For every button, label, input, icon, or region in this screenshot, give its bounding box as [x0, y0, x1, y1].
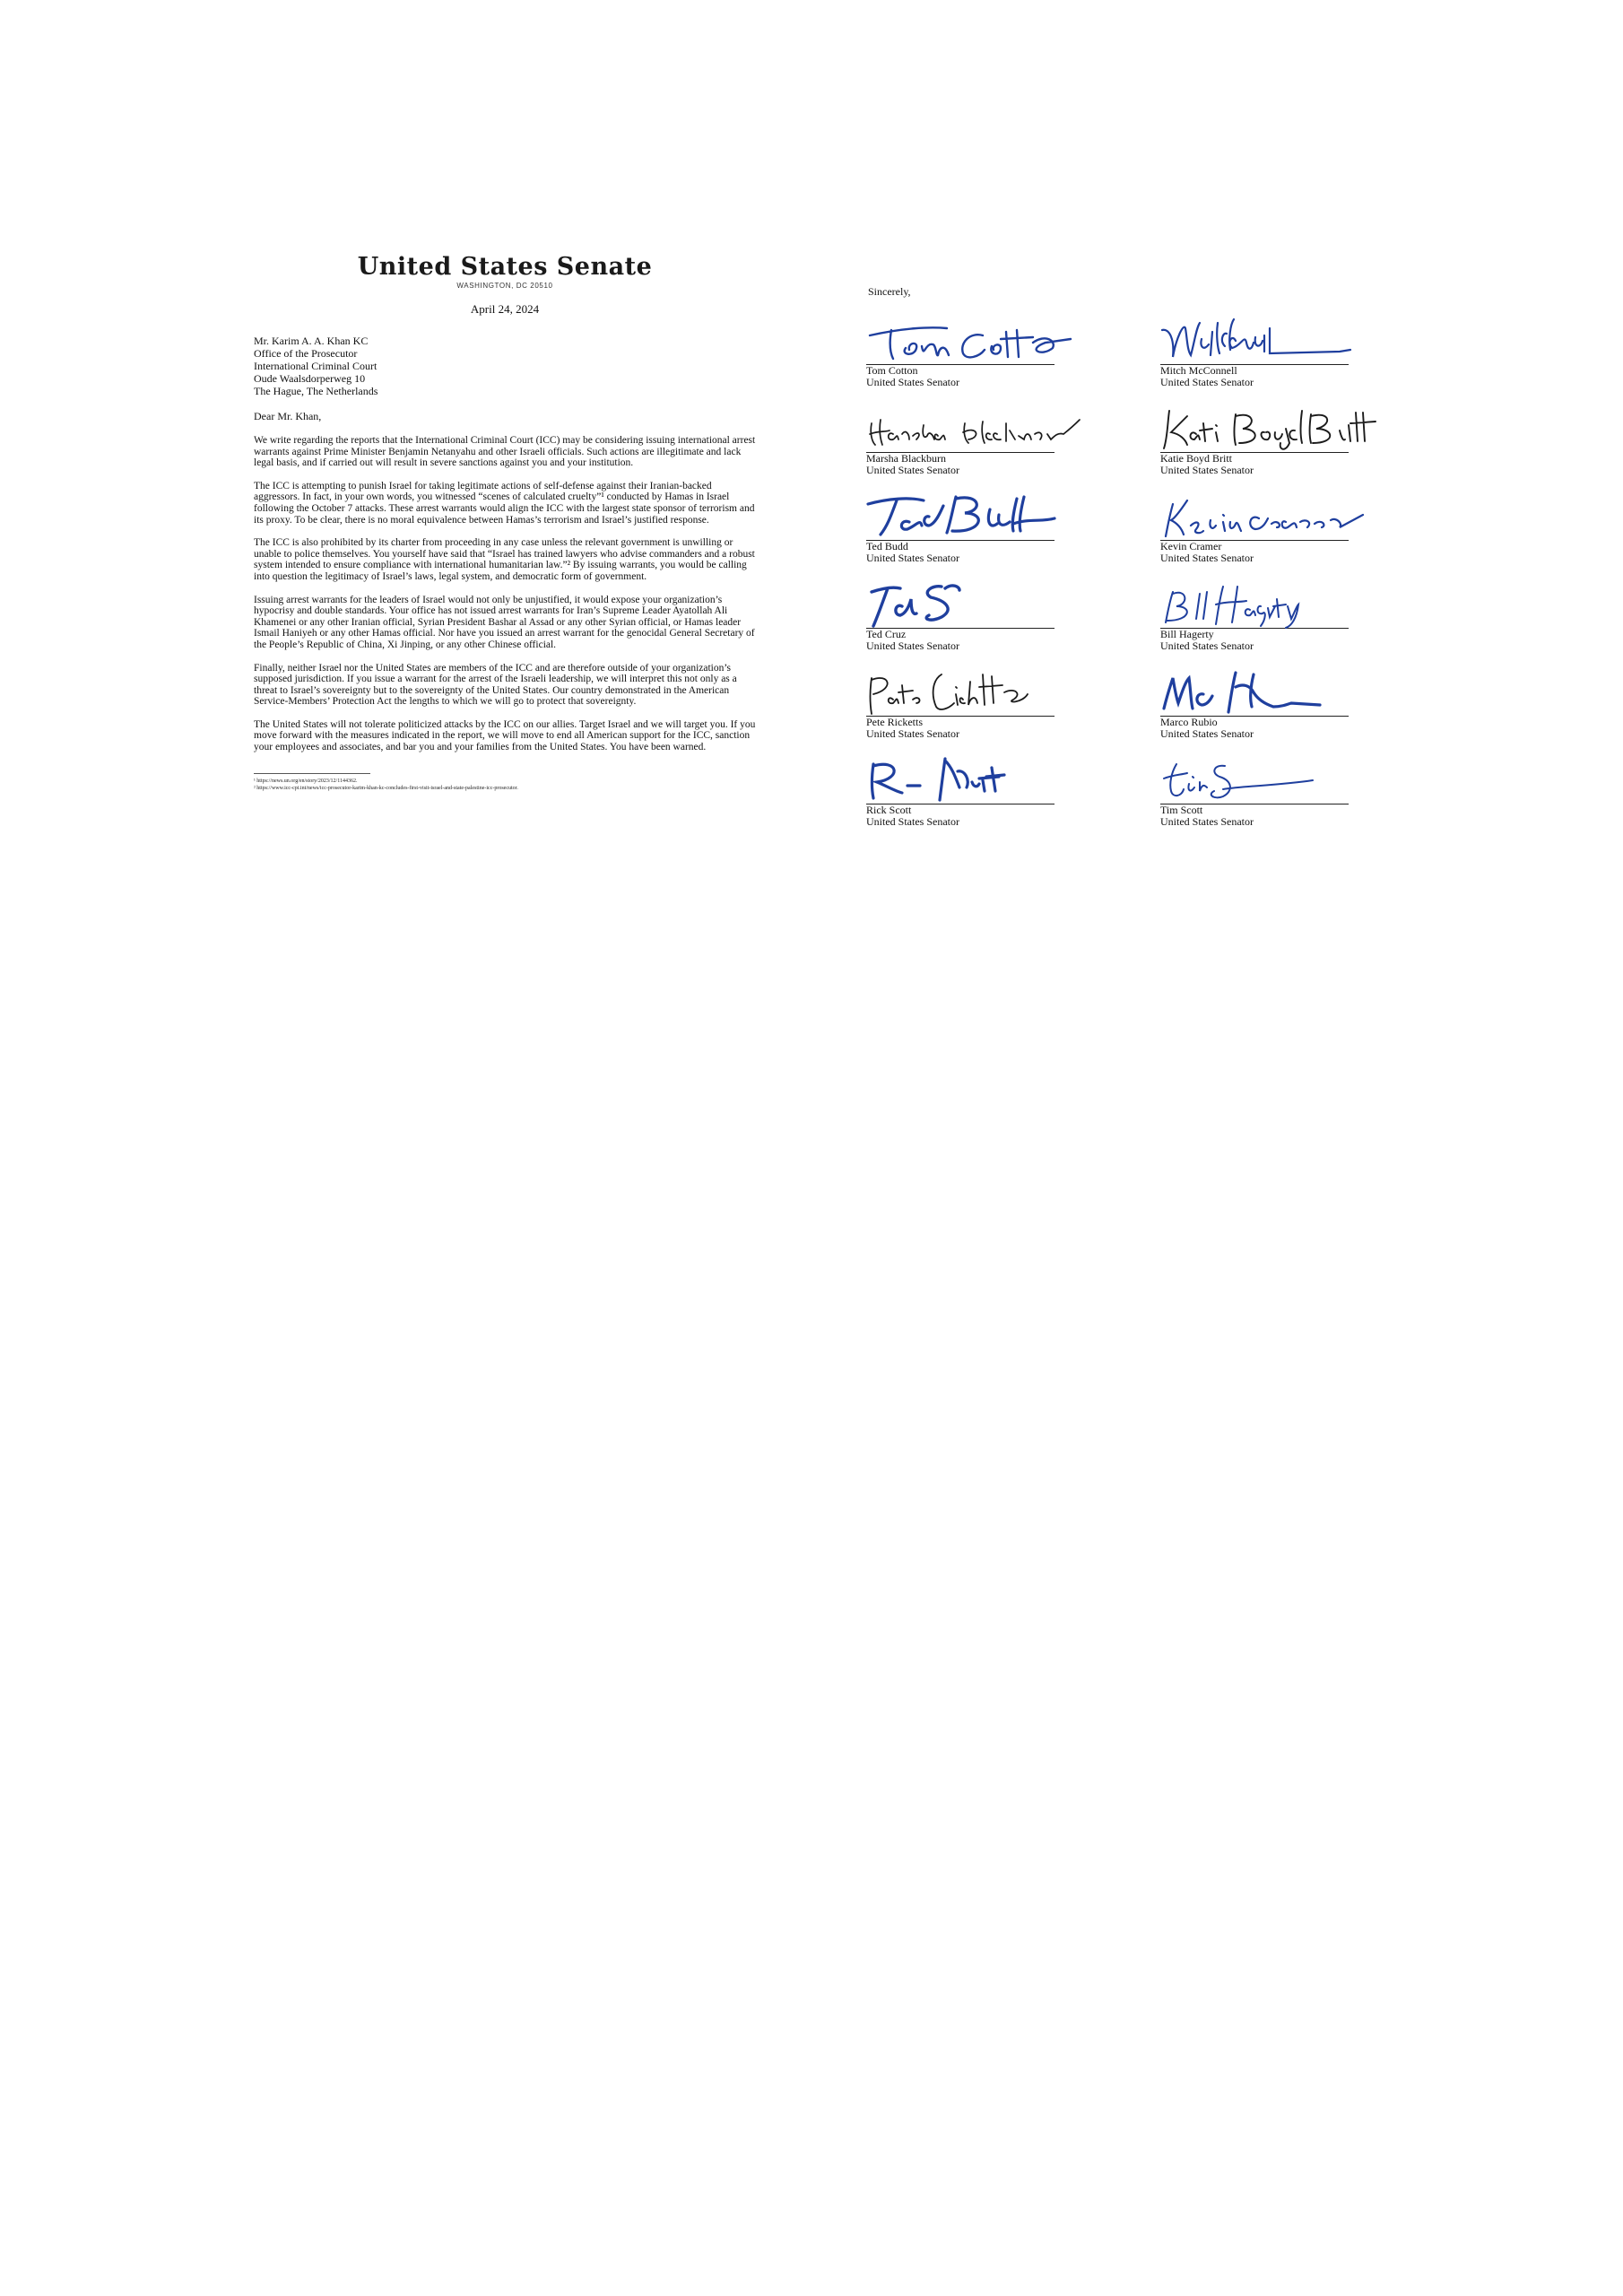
address-line: The Hague, The Netherlands [254, 385, 378, 397]
signature-block [866, 316, 1081, 388]
signature-image [1160, 316, 1376, 364]
signatory-title: United States Senator [866, 727, 959, 740]
closing: Sincerely, [868, 285, 911, 298]
signatory-title: United States Senator [866, 464, 959, 476]
signatory-title: United States Senator [866, 639, 959, 652]
letterhead-title: United States Senate [357, 253, 653, 281]
footnotes [254, 778, 756, 792]
signatory-name: Pete Ricketts [866, 716, 923, 728]
signatory-name: Ted Budd [866, 540, 908, 552]
body-paragraph: The ICC is also prohibited by its charter from proceeding in any case unless the relevant government is unwilling or unable to police themselves. You yourself have said that “Israel has trained lawyers who advise commanders and a robust system intended to ensure compliance with international humanitarian law.”² By issuing warrants, you would be calling into question the legitimacy of Israel’s laws, legal system, and democratic form of government. [254, 537, 755, 582]
signature-image [1160, 579, 1376, 628]
body-paragraph: Issuing arrest warrants for the leaders of Israel would not only be unjustified, it would expose your organization’s hypocrisy and double standards. Your office has not issued arrest warrants for Iran’s Supreme Leader Ayatollah Ali Khamenei or any other Iranian official, Syrian President Bashar al Assad or any other Syrian official, or Hamas leader Ismail Haniyeh or any other Hamas official. Nor have you issued an arrest warrant for the genocidal General Secretary of the People’s Republic of China, Xi Jinping, or any other Chinese official. [254, 594, 755, 650]
address-line: Office of the Prosecutor [254, 347, 358, 360]
signature-image [866, 316, 1081, 364]
signatory-name: Tom Cotton [866, 364, 918, 377]
signatory-title: United States Senator [866, 552, 959, 564]
letterhead [254, 253, 756, 290]
signatory-name: Rick Scott [866, 804, 912, 816]
signature-image [1160, 491, 1376, 540]
body-paragraph: The United States will not tolerate politicized attacks by the ICC on our allies. Target Israel and we will target you. If you move forward with the measures indicated in the report, we will move to end all American support for the ICC, sanction your employees and associates, and bar you and your families from the United States. You have been warned. [254, 718, 756, 753]
signature-block [866, 755, 1081, 828]
signature-block [1160, 579, 1376, 652]
address-line: International Criminal Court [254, 360, 378, 372]
address-line: Mr. Karim A. A. Khan KC [254, 335, 369, 347]
salutation: Dear Mr. Khan, [254, 410, 322, 422]
signatory-title: United States Senator [1160, 815, 1254, 828]
signatory-title: United States Senator [1160, 376, 1254, 388]
signatory-name: Kevin Cramer [1160, 540, 1222, 552]
footnote: ¹ https://news.un.org/en/story/2023/12/1144362. [254, 778, 358, 784]
letter-date: April 24, 2024 [470, 302, 540, 316]
body-paragraph: Finally, neither Israel nor the United States are members of the ICC and are therefore outside of your organization’s supposed jurisdiction. If you issue a warrant for the arrest of the Israeli leadership, we will interpret this not only as a threat to Israel’s sovereignty but to the sovereignty of the United States. Our country demonstrated in the American Service-Members’ Protection Act the lengths to which we will go to protect that sovereignty. [254, 662, 737, 708]
signature-block [1160, 316, 1376, 388]
signature-image [866, 491, 1081, 540]
signature-block [1160, 667, 1376, 740]
signatory-name: Ted Cruz [866, 628, 907, 640]
signature-block [866, 491, 1081, 564]
signatory-title: United States Senator [866, 815, 959, 828]
recipient-address [254, 335, 756, 397]
letter-page [254, 253, 756, 792]
signature-block [866, 667, 1081, 740]
signature-image [1160, 404, 1376, 452]
signature-image [1160, 667, 1376, 716]
signature-image [866, 667, 1081, 716]
letterhead-subtitle: WASHINGTON, DC 20510 [456, 282, 553, 290]
signature-block [866, 404, 1081, 476]
signatory-name: Katie Boyd Britt [1160, 452, 1232, 465]
signatory-name: Tim Scott [1160, 804, 1203, 816]
signatory-name: Bill Hagerty [1160, 628, 1214, 640]
footnote-divider [254, 773, 370, 774]
signature-block [1160, 491, 1376, 564]
signature-block [866, 579, 1081, 652]
signatory-title: United States Senator [866, 376, 959, 388]
signature-image [866, 755, 1081, 804]
signature-block [1160, 755, 1376, 828]
signatory-name: Marsha Blackburn [866, 452, 946, 465]
signature-image [1160, 755, 1376, 804]
signatory-title: United States Senator [1160, 552, 1254, 564]
body-paragraph: The ICC is attempting to punish Israel for taking legitimate actions of self-defense against their Iranian-backed aggressors. In fact, in your own words, you witnessed “scenes of calculated cruelty”¹ conducted by Hamas in Israel following the October 7 attacks. These arrest warrants would align the ICC with the largest state sponsor of terrorism and its proxy. To be clear, there is no moral equivalence between Hamas’s terrorism and Israel’s justified response. [254, 480, 755, 526]
signatory-name: Mitch McConnell [1160, 364, 1237, 377]
address-line: Oude Waalsdorperweg 10 [254, 372, 366, 385]
body-paragraph: We write regarding the reports that the International Criminal Court (ICC) may be considering issuing international arrest warrants against Prime Minister Benjamin Netanyahu and other Israeli officials. Such actions are illegitimate and lack legal basis, and if carried out will result in severe sanctions against you and your institution. [254, 435, 756, 469]
footnote: ² https://www.icc-cpi.int/news/icc-prosecutor-karim-khan-kc-concludes-first-visit-israel-and-state-palestine-icc-prosecutor. [254, 785, 518, 791]
signature-block [1160, 404, 1376, 476]
signatory-title: United States Senator [1160, 464, 1254, 476]
signature-image [866, 404, 1081, 452]
signatory-title: United States Senator [1160, 727, 1254, 740]
signatory-title: United States Senator [1160, 639, 1254, 652]
signature-image [866, 579, 1081, 628]
signatory-name: Marco Rubio [1160, 716, 1218, 728]
